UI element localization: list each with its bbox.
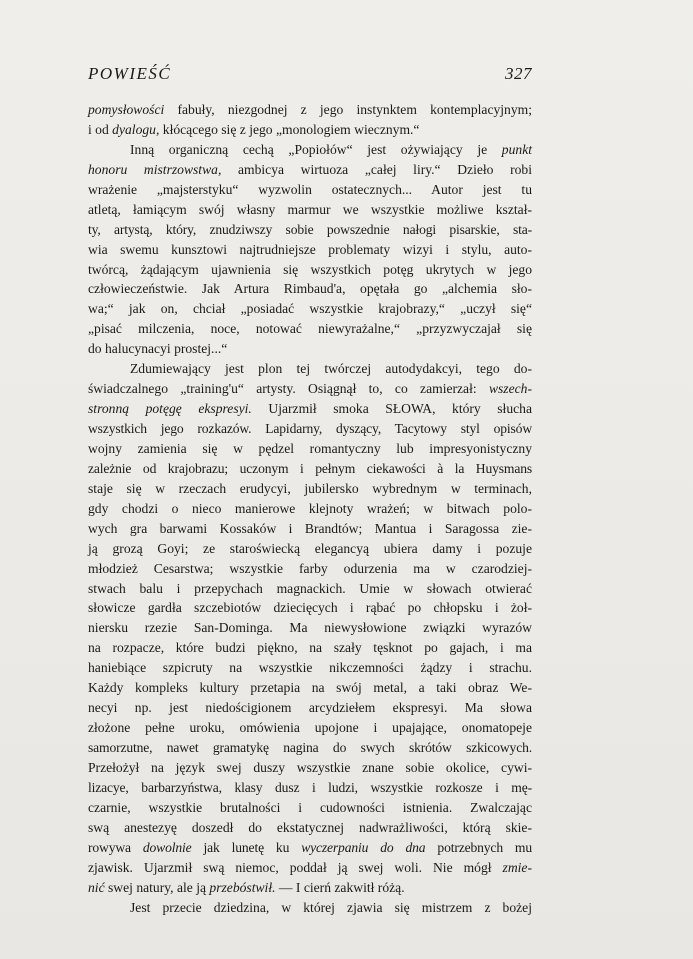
text-run: i od bbox=[88, 121, 113, 137]
text-run: Inną organiczną cechą „Popiołów“ jest ożywiający je bbox=[130, 141, 502, 157]
text-run: haniebiące szpicruty na wszystkie nikczemności żądzy i strachu. bbox=[88, 660, 532, 676]
text-line bbox=[88, 598, 532, 618]
italic-phrase: dyalogu, bbox=[112, 121, 160, 137]
text-line bbox=[88, 539, 532, 559]
text-line bbox=[88, 479, 532, 499]
text-line bbox=[88, 898, 532, 918]
text-run: czarnie, wszystkie brutalności i cudowności istnienia. Zwalczając bbox=[88, 799, 532, 815]
text-run: zjawisk. Ujarzmił swą niemoc, poddał ją swej woli. Nie mógł bbox=[88, 859, 503, 875]
italic-phrase: wszech- bbox=[488, 381, 532, 397]
text-run: zależnie od krajobrazu; uczonym i pełnym ciekawości à la Huysmans bbox=[88, 460, 532, 476]
text-line bbox=[88, 200, 532, 220]
text-line bbox=[88, 618, 532, 638]
text-run: słowicze gardła szczebiotów dziecięcych i rąbać po chłopsku i żoł- bbox=[88, 600, 532, 616]
text-line bbox=[88, 100, 532, 120]
text-line bbox=[88, 339, 532, 359]
italic-phrase: przebóstwił. bbox=[209, 879, 276, 895]
italic-phrase: honoru mistrzowstwa, bbox=[88, 161, 222, 177]
page-header bbox=[88, 64, 532, 90]
text-line bbox=[88, 279, 532, 299]
text-line bbox=[88, 738, 532, 758]
running-title: POWIEŚĆ bbox=[88, 64, 172, 83]
text-run: Ujarzmił smoka SŁOWA, który słucha bbox=[251, 401, 532, 417]
text-line bbox=[88, 559, 532, 579]
page-number: 327 bbox=[505, 64, 532, 83]
text-line bbox=[88, 419, 532, 439]
text-line bbox=[88, 359, 532, 379]
text-line bbox=[88, 180, 532, 200]
text-line bbox=[88, 160, 532, 180]
text-run: „pisać milczenia, noce, notować niewyrażalne,“ „przyzwyczajał się bbox=[88, 321, 532, 337]
text-line bbox=[88, 818, 532, 838]
text-run: Zdumiewający jest plon tej twórczej autodydakcyi, tego do- bbox=[130, 361, 532, 377]
italic-phrase: zmie- bbox=[502, 859, 532, 875]
text-run: wrażenie „majsterstyku“ wyzwolin ostatecznych... Autor jest tu bbox=[88, 181, 532, 197]
text-run: swej natury, ale ją bbox=[104, 879, 210, 895]
text-run: jak lunetę ku bbox=[191, 839, 302, 855]
text-line bbox=[88, 459, 532, 479]
text-run: wych gra barwami Kossaków i Brandtów; Mantua i Saragossa zie- bbox=[88, 520, 532, 536]
body-text bbox=[88, 100, 532, 917]
text-run: na rozpacze, które budzi piękno, na szały tęsknot po gajach, i ma bbox=[88, 640, 532, 656]
text-line bbox=[88, 519, 532, 539]
text-run: swą anestezyę doszedł do ekstatycznej nadwrażliwości, którą skie- bbox=[88, 819, 532, 835]
text-run: Każdy kompleks kultury przetapia na swój metal, a taki obraz We- bbox=[88, 680, 532, 696]
text-run: twórcą, żądającym ujawnienia się wszystkich potęg ukrytych w jego bbox=[88, 261, 532, 277]
text-run: człowieczeństwie. Jak Artura Rimbaud'a, opętała go „alchemia sło- bbox=[88, 281, 532, 297]
text-run: fabuły, niezgodnej z jego instynktem kontemplacyjnym; bbox=[164, 102, 532, 117]
text-line bbox=[88, 858, 532, 878]
text-line bbox=[88, 798, 532, 818]
text-line bbox=[88, 878, 532, 898]
text-run: rowywa bbox=[88, 839, 143, 855]
text-line bbox=[88, 299, 532, 319]
text-line bbox=[88, 718, 532, 738]
text-run: potrzebnych mu bbox=[425, 839, 533, 855]
text-run: wa;“ jak on, chciał „posiadać wszystkie krajobrazy,“ „uczył się“ bbox=[88, 301, 532, 317]
text-line bbox=[88, 638, 532, 658]
italic-phrase: wyczerpaniu do dna bbox=[301, 839, 426, 855]
text-run: — I cierń zakwitł różą. bbox=[275, 879, 405, 895]
text-run: Przełożył na język swej duszy wszystkie znane sobie okolice, cywi- bbox=[88, 759, 532, 775]
text-run: lizacye, barbarzyństwa, klasy dusz i ludzi, wszystkie rozkosze i mę- bbox=[88, 779, 532, 795]
italic-phrase: stronną potęgę ekspresyi. bbox=[88, 401, 252, 417]
text-run: atletą, łamiącym swój własny marmur we wszystkie możliwe kształ- bbox=[88, 201, 532, 217]
text-line bbox=[88, 399, 532, 419]
text-run: samorzutne, nawet gramatykę nagina do swych skrótów szkicowych. bbox=[88, 740, 532, 755]
text-line bbox=[88, 240, 532, 260]
text-run: niersku rzezie San-Dominga. Ma niewysłowione związki wyrazów bbox=[88, 620, 532, 636]
text-line bbox=[88, 758, 532, 778]
text-line bbox=[88, 260, 532, 280]
text-run: ambicya wirtuoza „całej liry.“ Dzieło robi bbox=[221, 161, 532, 177]
italic-phrase: nić bbox=[88, 879, 105, 895]
text-line bbox=[88, 120, 532, 140]
text-run: złożone pełne uroku, omówienia upojone i upajające, onomatopeje bbox=[88, 720, 532, 736]
italic-phrase: pomysłowości bbox=[88, 102, 165, 117]
italic-phrase: dowolnie bbox=[142, 839, 192, 855]
text-run: wia swemu kunsztowi najtrudniejsze problematy wizyi i stylu, auto- bbox=[88, 241, 532, 257]
text-run: młodzież Cesarstwa; wszystkie farby odurzenia ma w czarodziej- bbox=[88, 560, 532, 576]
text-run: kłócącego się z jego „monologiem wiecznym.“ bbox=[159, 121, 420, 137]
text-run: wszystkich jego rozkazów. Lapidarny, dyszący, Tacytowy styl opisów bbox=[88, 421, 532, 436]
text-line bbox=[88, 658, 532, 678]
text-run: do halucynacyi prostej...“ bbox=[88, 341, 228, 357]
text-line bbox=[88, 778, 532, 798]
text-line bbox=[88, 678, 532, 698]
text-run: świadczalnego „training'u“ artysty. Osiągnął to, co zamierzał: bbox=[88, 381, 489, 397]
text-line bbox=[88, 499, 532, 519]
text-line bbox=[88, 579, 532, 599]
text-line bbox=[88, 838, 532, 858]
text-run: staje się w rzeczach erudycyi, jubilersko wybrednym w terminach, bbox=[88, 480, 532, 496]
italic-phrase: punkt bbox=[501, 141, 532, 157]
text-run: ty, artystą, który, znudziwszy sobie powszednie nałogi pisarskie, sta- bbox=[88, 221, 532, 237]
text-line bbox=[88, 379, 532, 399]
text-run: stwach balu i przepychach magnackich. Umie w słowach otwierać bbox=[88, 580, 532, 596]
text-line bbox=[88, 220, 532, 240]
text-run: necyi np. jest niedościgionem arcydziełem ekspresyi. Ma słowa bbox=[88, 700, 532, 716]
text-line bbox=[88, 439, 532, 459]
text-line bbox=[88, 319, 532, 339]
text-line bbox=[88, 698, 532, 718]
text-run: gdy chodzi o nieco manierowe klejnoty wrażeń; w bitwach polo- bbox=[88, 500, 532, 516]
text-line bbox=[88, 140, 532, 160]
text-run: wojny zamienia się w pędzel romantyczny lub impresyonistyczny bbox=[88, 440, 532, 456]
text-run: Jest przecie dziedzina, w której zjawia się mistrzem z bożej bbox=[130, 899, 532, 915]
text-run: ją grozą Goyi; ze staroświecką elegancyą ubiera damy i pozuje bbox=[88, 540, 532, 556]
